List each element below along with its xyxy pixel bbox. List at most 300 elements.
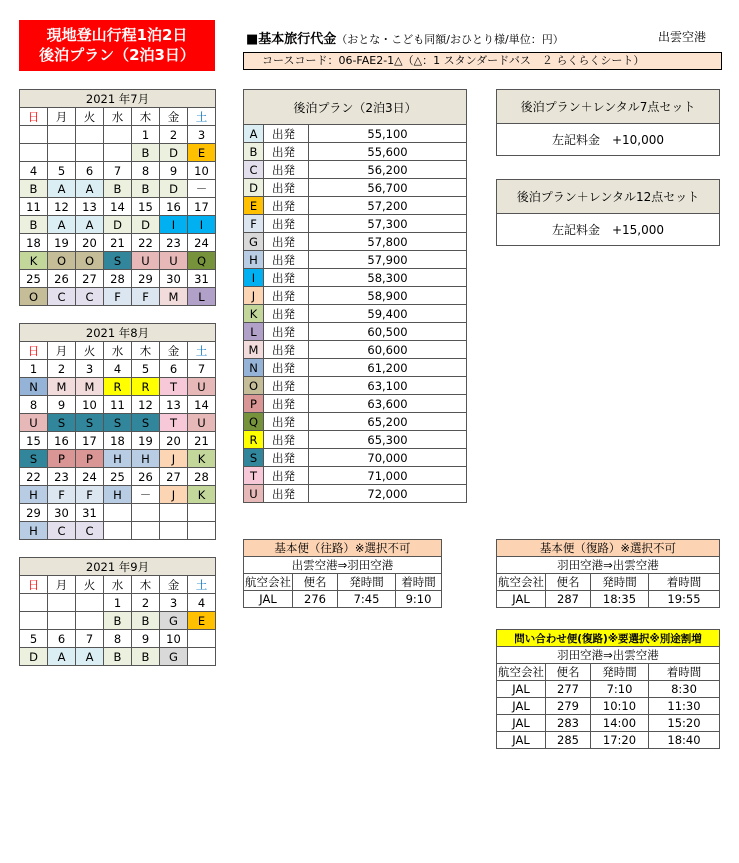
flight-row — [497, 698, 720, 715]
calendar-price-code: C — [48, 522, 76, 540]
plan-title — [19, 20, 215, 71]
price-row — [244, 251, 467, 269]
flight-cell: 7:45 — [338, 591, 396, 608]
weekday-label: 月 — [48, 342, 76, 360]
calendar-price-code: G — [160, 648, 188, 666]
calendar-day: 7 — [188, 360, 216, 378]
calendar-price-code: B — [104, 648, 132, 666]
weekday-label: 木 — [132, 576, 160, 594]
calendar-price-code: U — [188, 414, 216, 432]
flight-cell: 7:10 — [591, 681, 649, 698]
calendar-day: 1 — [132, 126, 160, 144]
price-code: K — [244, 305, 264, 323]
price-code: U — [244, 485, 264, 503]
calendar-day: 3 — [188, 126, 216, 144]
weekday-label: 金 — [160, 576, 188, 594]
price-code: S — [244, 449, 264, 467]
flight-cell: 285 — [546, 732, 591, 749]
depart-label: 出発 — [264, 161, 309, 179]
price-amount: 58,900 — [309, 287, 467, 305]
depart-label: 出発 — [264, 287, 309, 305]
course-code: コースコード：06-FAE2-1△（△：1 スタンダードバス ２ らくらくシート） — [243, 52, 722, 70]
calendar-price-code: A — [76, 180, 104, 198]
flight-column-header: 便名 — [293, 574, 338, 591]
calendar-day: 22 — [20, 468, 48, 486]
calendar-day: 10 — [160, 630, 188, 648]
price-amount: 70,000 — [309, 449, 467, 467]
depart-label: 出発 — [264, 431, 309, 449]
calendar-price-code: S — [104, 252, 132, 270]
calendar-day: 16 — [48, 432, 76, 450]
calendar-day: 29 — [132, 270, 160, 288]
price-row — [244, 143, 467, 161]
flight-table — [496, 539, 720, 608]
flight-cell: 8:30 — [649, 681, 720, 698]
calendar-day: 6 — [160, 360, 188, 378]
calendar-day: 6 — [76, 162, 104, 180]
calendar-price-code: B — [132, 612, 160, 630]
calendar-day: 9 — [132, 630, 160, 648]
calendar-price-code: M — [160, 288, 188, 306]
flight-cell: 9:10 — [396, 591, 442, 608]
price-amount: 56,200 — [309, 161, 467, 179]
rental-7-table — [496, 89, 720, 156]
flight-table-title: 問い合わせ便(復路)※要選択※別途割増 — [497, 630, 720, 647]
calendar-price-code: T — [160, 378, 188, 396]
calendar-price-code: R — [104, 378, 132, 396]
calendar-title: 2021 年8月 — [20, 324, 216, 342]
flight-cell: 18:40 — [649, 732, 720, 749]
price-table — [243, 89, 467, 503]
price-row — [244, 431, 467, 449]
weekday-label: 日 — [20, 342, 48, 360]
calendar-price-code: U — [20, 414, 48, 432]
flight-cell: 14:00 — [591, 715, 649, 732]
price-row — [244, 341, 467, 359]
price-row — [244, 125, 467, 143]
price-code: G — [244, 233, 264, 251]
price-row — [244, 287, 467, 305]
calendar-day: 31 — [188, 270, 216, 288]
calendar-day: 18 — [20, 234, 48, 252]
weekday-label: 火 — [76, 108, 104, 126]
calendar-price-code — [48, 144, 76, 162]
calendar-day: 4 — [188, 594, 216, 612]
calendar-day: 1 — [20, 360, 48, 378]
calendar-day: 15 — [132, 198, 160, 216]
weekday-label: 土 — [188, 342, 216, 360]
flight-column-header: 便名 — [546, 664, 591, 681]
calendar-day: 30 — [160, 270, 188, 288]
calendar-day: 30 — [48, 504, 76, 522]
flight-column-header: 航空会社 — [245, 575, 291, 589]
flight-column-header: 航空会社 — [498, 665, 544, 679]
calendar-price-code — [160, 522, 188, 540]
price-code: N — [244, 359, 264, 377]
calendar-day: 5 — [132, 360, 160, 378]
calendar-day: 21 — [104, 234, 132, 252]
price-amount: 71,000 — [309, 467, 467, 485]
calendar-day: 20 — [76, 234, 104, 252]
plan-title-line2: 後泊プラン（2泊3日） — [39, 46, 195, 64]
price-code: E — [244, 197, 264, 215]
depart-label: 出発 — [264, 215, 309, 233]
calendar-price-code — [76, 612, 104, 630]
calendar-day: 28 — [188, 468, 216, 486]
calendar-price-code: H — [104, 486, 132, 504]
price-code: P — [244, 395, 264, 413]
calendar-price-code: D — [160, 180, 188, 198]
flight-cell: JAL — [497, 591, 546, 608]
calendar-price-code: D — [160, 144, 188, 162]
calendar-day: 26 — [48, 270, 76, 288]
depart-label: 出発 — [264, 125, 309, 143]
calendar-day: 6 — [48, 630, 76, 648]
calendar-price-code — [104, 522, 132, 540]
price-row — [244, 323, 467, 341]
weekday-label: 金 — [160, 108, 188, 126]
calendar-price-code: J — [160, 486, 188, 504]
calendar-price-code: B — [132, 144, 160, 162]
weekday-label: 水 — [104, 342, 132, 360]
calendar-price-code: K — [20, 252, 48, 270]
calendar-day: 5 — [48, 162, 76, 180]
calendar-price-code: I — [188, 216, 216, 234]
price-row — [244, 269, 467, 287]
flight-cell: 10:10 — [591, 698, 649, 715]
depart-label: 出発 — [264, 179, 309, 197]
calendar-price-code: M — [48, 378, 76, 396]
flight-cell: JAL — [497, 732, 546, 749]
flight-cell: 19:55 — [649, 591, 720, 608]
flight-table-title: 基本便（復路）※選択不可 — [497, 540, 720, 557]
flight-row — [497, 681, 720, 698]
calendar-price-code: O — [48, 252, 76, 270]
price-row — [244, 161, 467, 179]
price-row — [244, 359, 467, 377]
plan-title-line1: 現地登山行程1泊2日 — [46, 26, 188, 44]
calendar-day: 3 — [160, 594, 188, 612]
weekday-label: 日 — [20, 108, 48, 126]
calendar-day — [188, 504, 216, 522]
rental-12-title: 後泊プラン＋レンタル12点セット — [497, 180, 720, 214]
calendar-day: 12 — [48, 198, 76, 216]
flight-column-header: 着時間 — [396, 574, 442, 591]
calendar-price-code: J — [160, 450, 188, 468]
depart-label: 出発 — [264, 143, 309, 161]
calendar-day: 23 — [48, 468, 76, 486]
flight-cell: 279 — [546, 698, 591, 715]
price-row — [244, 215, 467, 233]
flight-row — [497, 732, 720, 749]
calendar-price-code: S — [104, 414, 132, 432]
calendar-price-code: K — [188, 486, 216, 504]
calendar-day: 9 — [160, 162, 188, 180]
calendar-day: 1 — [104, 594, 132, 612]
calendar-day: 10 — [188, 162, 216, 180]
flight-route: 羽田空港⇒出雲空港 — [497, 647, 720, 664]
calendar-price-code: B — [104, 180, 132, 198]
calendar-day: 5 — [20, 630, 48, 648]
calendar-day: 8 — [132, 162, 160, 180]
weekday-label: 土 — [188, 108, 216, 126]
calendar-price-code: E — [188, 612, 216, 630]
calendar-price-code: L — [188, 288, 216, 306]
price-row — [244, 485, 467, 503]
calendar-day — [132, 504, 160, 522]
calendar-day: 2 — [48, 360, 76, 378]
calendar-day — [76, 126, 104, 144]
calendar-title: 2021 年9月 — [20, 558, 216, 576]
flight-cell: JAL — [497, 681, 546, 698]
price-code: H — [244, 251, 264, 269]
calendar-day — [104, 504, 132, 522]
depart-label: 出発 — [264, 485, 309, 503]
price-amount: 57,200 — [309, 197, 467, 215]
price-code: C — [244, 161, 264, 179]
price-amount: 65,300 — [309, 431, 467, 449]
depart-label: 出発 — [264, 395, 309, 413]
calendar-price-code: D — [20, 648, 48, 666]
flight-column-header: 発時間 — [338, 574, 396, 591]
calendar-price-code: E — [188, 144, 216, 162]
price-code: Q — [244, 413, 264, 431]
calendar-price-code: B — [20, 180, 48, 198]
calendar-price-code: A — [48, 180, 76, 198]
calendar-day: 25 — [20, 270, 48, 288]
calendar-day: 11 — [104, 396, 132, 414]
price-code: J — [244, 287, 264, 305]
weekday-label: 日 — [20, 576, 48, 594]
flight-row — [244, 591, 442, 608]
calendar-title: 2021 年7月 — [20, 90, 216, 108]
weekday-label: 月 — [48, 108, 76, 126]
calendar-price-code: H — [104, 450, 132, 468]
calendar-price-code: C — [76, 522, 104, 540]
price-code: L — [244, 323, 264, 341]
flight-cell: JAL — [497, 715, 546, 732]
calendar-day — [188, 630, 216, 648]
price-row — [244, 395, 467, 413]
rental-7-price: 左記料金 +10,000 — [497, 124, 720, 156]
depart-label: 出発 — [264, 377, 309, 395]
depart-label: 出発 — [264, 251, 309, 269]
calendar-day — [48, 126, 76, 144]
price-code: D — [244, 179, 264, 197]
calendar-day: 23 — [160, 234, 188, 252]
flight-route: 出雲空港⇒羽田空港 — [244, 557, 442, 574]
flight-column-header: 発時間 — [591, 574, 649, 591]
fee-header-sub: （おとな・こども同額/おひとり様/単位：円） — [336, 33, 564, 46]
calendar-day — [76, 594, 104, 612]
flight-row — [497, 715, 720, 732]
calendar-day: 7 — [76, 630, 104, 648]
calendar-price-code: D — [104, 216, 132, 234]
calendar-price-code: R — [132, 378, 160, 396]
flight-cell: 18:35 — [591, 591, 649, 608]
calendar-price-code: B — [104, 612, 132, 630]
depart-label: 出発 — [264, 269, 309, 287]
calendar-price-code: U — [188, 378, 216, 396]
calendar-price-code: C — [48, 288, 76, 306]
weekday-label: 金 — [160, 342, 188, 360]
price-row — [244, 179, 467, 197]
calendar-day: 25 — [104, 468, 132, 486]
depart-label: 出発 — [264, 359, 309, 377]
depart-label: 出発 — [264, 413, 309, 431]
price-table-header: 後泊プラン（2泊3日） — [244, 90, 467, 125]
calendar-day: 20 — [160, 432, 188, 450]
calendar-day: 17 — [188, 198, 216, 216]
calendar-month — [19, 323, 216, 540]
calendar-price-code: C — [76, 288, 104, 306]
weekday-label: 水 — [104, 576, 132, 594]
calendar-day — [160, 504, 188, 522]
price-code: A — [244, 125, 264, 143]
price-amount: 58,300 — [309, 269, 467, 287]
rental-7-title: 後泊プラン＋レンタル7点セット — [497, 90, 720, 124]
calendar-day: 18 — [104, 432, 132, 450]
calendar-price-code: B — [132, 180, 160, 198]
price-amount: 56,700 — [309, 179, 467, 197]
calendar-price-code: G — [160, 612, 188, 630]
calendar-price-code — [20, 612, 48, 630]
price-amount: 60,600 — [309, 341, 467, 359]
calendar-price-code: H — [132, 450, 160, 468]
calendar-price-code: A — [48, 648, 76, 666]
flight-table — [496, 629, 720, 749]
calendar-day: 13 — [76, 198, 104, 216]
calendar-price-code: F — [48, 486, 76, 504]
calendar-price-code: K — [188, 450, 216, 468]
calendar-day: 15 — [20, 432, 48, 450]
calendar-day: 13 — [160, 396, 188, 414]
price-row — [244, 233, 467, 251]
calendar-day: 28 — [104, 270, 132, 288]
depart-label: 出発 — [264, 305, 309, 323]
calendar-price-code — [188, 522, 216, 540]
calendar-day: 24 — [188, 234, 216, 252]
calendar-price-code: F — [76, 486, 104, 504]
calendar-day: 11 — [20, 198, 48, 216]
calendar-day: 8 — [20, 396, 48, 414]
calendar-price-code: T — [160, 414, 188, 432]
calendar-day: 29 — [20, 504, 48, 522]
price-row — [244, 413, 467, 431]
calendar-price-code: A — [76, 648, 104, 666]
flight-column-header: 航空会社 — [498, 575, 544, 589]
calendar-price-code — [132, 522, 160, 540]
price-amount: 55,100 — [309, 125, 467, 143]
price-code: R — [244, 431, 264, 449]
calendar-day: 7 — [104, 162, 132, 180]
calendar-price-code — [48, 612, 76, 630]
depart-label: 出発 — [264, 467, 309, 485]
calendar-day: 27 — [76, 270, 104, 288]
calendar-price-code: D — [132, 216, 160, 234]
weekday-label: 月 — [48, 576, 76, 594]
calendar-day: 12 — [132, 396, 160, 414]
price-row — [244, 467, 467, 485]
flight-column-header: 着時間 — [649, 574, 720, 591]
calendar-month — [19, 557, 216, 666]
calendar-day: 24 — [76, 468, 104, 486]
calendar-price-code: － — [132, 486, 160, 504]
calendar-day: 19 — [48, 234, 76, 252]
calendar-day: 2 — [160, 126, 188, 144]
calendar-price-code: F — [132, 288, 160, 306]
calendar-price-code: S — [20, 450, 48, 468]
weekday-label: 火 — [76, 342, 104, 360]
flight-cell: JAL — [244, 591, 293, 608]
calendar-price-code: A — [48, 216, 76, 234]
weekday-label: 水 — [104, 108, 132, 126]
fee-header-main: ■基本旅行代金 — [246, 32, 337, 47]
price-amount: 57,900 — [309, 251, 467, 269]
flight-column-header: 便名 — [546, 574, 591, 591]
price-code: F — [244, 215, 264, 233]
calendar-price-code: S — [76, 414, 104, 432]
price-row — [244, 305, 467, 323]
fee-header — [246, 28, 564, 47]
departure-airport: 出雲空港 — [658, 30, 707, 44]
calendar-day: 22 — [132, 234, 160, 252]
price-amount: 65,200 — [309, 413, 467, 431]
calendar-day: 16 — [160, 198, 188, 216]
calendar-day: 17 — [76, 432, 104, 450]
calendar-price-code: N — [20, 378, 48, 396]
calendar-day: 3 — [76, 360, 104, 378]
calendar-price-code: B — [132, 648, 160, 666]
calendar-day — [20, 594, 48, 612]
calendar-day: 14 — [188, 396, 216, 414]
price-amount: 57,800 — [309, 233, 467, 251]
flight-row — [497, 591, 720, 608]
calendar-month — [19, 89, 216, 306]
depart-label: 出発 — [264, 323, 309, 341]
price-code: B — [244, 143, 264, 161]
calendar-price-code: H — [20, 522, 48, 540]
calendar-price-code: U — [160, 252, 188, 270]
calendar-price-code: B — [20, 216, 48, 234]
price-code: I — [244, 269, 264, 287]
calendar-price-code: P — [76, 450, 104, 468]
weekday-label: 土 — [188, 576, 216, 594]
flight-cell: 287 — [546, 591, 591, 608]
price-row — [244, 377, 467, 395]
flight-cell: 17:20 — [591, 732, 649, 749]
price-amount: 55,600 — [309, 143, 467, 161]
calendar-price-code: F — [104, 288, 132, 306]
calendar-day: 27 — [160, 468, 188, 486]
calendar-price-code: Q — [188, 252, 216, 270]
price-amount: 60,500 — [309, 323, 467, 341]
calendar-day: 4 — [20, 162, 48, 180]
price-amount: 63,600 — [309, 395, 467, 413]
flight-route: 羽田空港⇒出雲空港 — [497, 557, 720, 574]
calendar-price-code: O — [20, 288, 48, 306]
calendar-day: 21 — [188, 432, 216, 450]
depart-label: 出発 — [264, 233, 309, 251]
calendar-day: 14 — [104, 198, 132, 216]
price-row — [244, 449, 467, 467]
calendar-day: 31 — [76, 504, 104, 522]
flight-table — [243, 539, 442, 608]
flight-cell: 11:30 — [649, 698, 720, 715]
calendar-price-code: S — [48, 414, 76, 432]
calendar-day: 8 — [104, 630, 132, 648]
calendar-price-code: S — [132, 414, 160, 432]
